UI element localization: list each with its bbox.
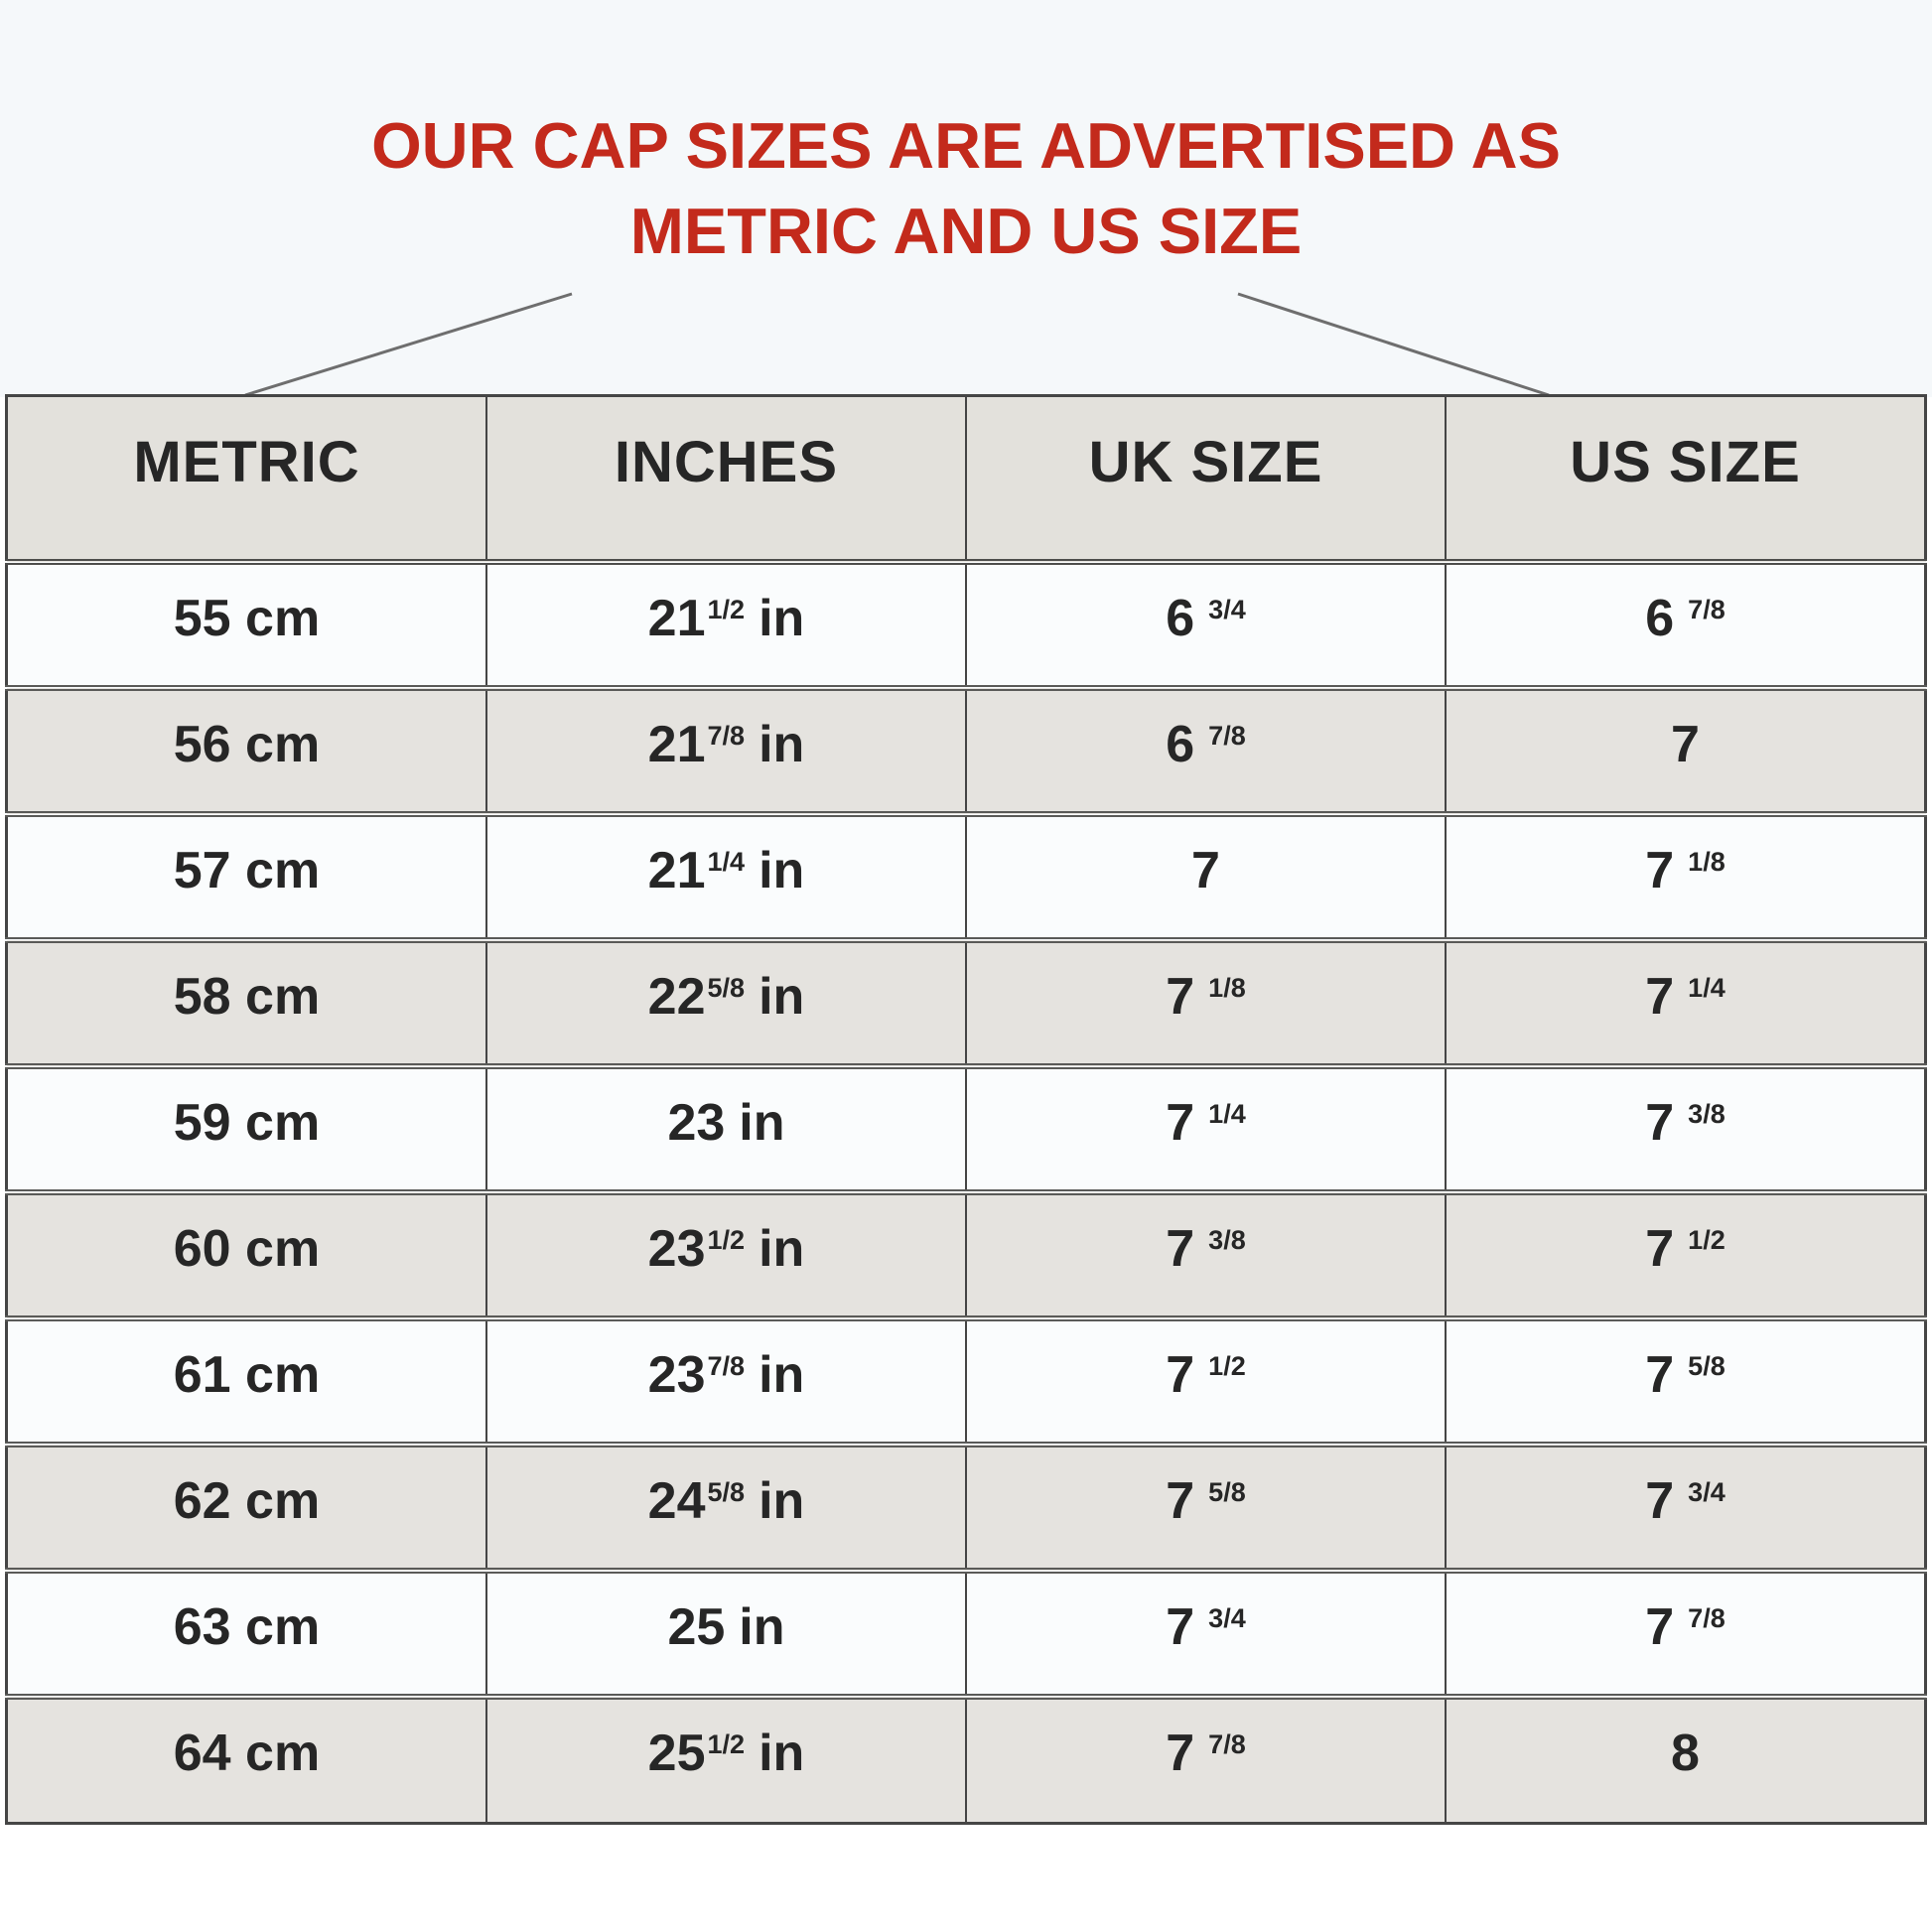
header-us-size: US SIZE xyxy=(1446,396,1926,563)
uk-size-base: 7 xyxy=(1166,968,1195,1026)
cell-us-size xyxy=(1446,1697,1926,1823)
us-size-base: 7 xyxy=(1645,1094,1675,1152)
cell-uk-size xyxy=(966,688,1446,814)
inches-base: 25 xyxy=(647,1725,706,1782)
cell-us-size xyxy=(1446,814,1926,940)
cell-inches xyxy=(486,1192,966,1318)
cell-uk-size xyxy=(966,1066,1446,1192)
uk-size-base: 7 xyxy=(1166,1094,1195,1152)
cell-uk-size xyxy=(966,1571,1446,1697)
table-row xyxy=(7,1066,1926,1192)
cell-us-size xyxy=(1446,940,1926,1066)
metric-value: 55 cm xyxy=(173,590,321,647)
table-row xyxy=(7,1571,1926,1697)
inches-fraction: 1/4 xyxy=(707,847,746,878)
inches-base: 23 xyxy=(647,1346,706,1404)
metric-value: 58 cm xyxy=(173,968,321,1026)
inches-unit: in xyxy=(739,1094,785,1152)
cell-us-size xyxy=(1446,1192,1926,1318)
cell-uk-size xyxy=(966,1697,1446,1823)
us-size-fraction: 5/8 xyxy=(1688,1351,1725,1382)
uk-size-base: 7 xyxy=(1166,1220,1195,1278)
cell-metric xyxy=(7,814,486,940)
table-row xyxy=(7,1192,1926,1318)
uk-size-base: 7 xyxy=(1166,1472,1195,1530)
metric-value: 62 cm xyxy=(173,1472,321,1530)
inches-unit: in xyxy=(739,1598,785,1656)
inches-base: 21 xyxy=(647,842,706,899)
us-size-base: 7 xyxy=(1645,1220,1675,1278)
uk-size-base: 7 xyxy=(1191,842,1220,899)
header-metric: METRIC xyxy=(7,396,486,563)
uk-size-fraction: 7/8 xyxy=(1208,721,1246,752)
cell-inches xyxy=(486,814,966,940)
table-row xyxy=(7,814,1926,940)
cell-uk-size xyxy=(966,1192,1446,1318)
us-size-base: 7 xyxy=(1671,716,1700,773)
uk-size-base: 6 xyxy=(1166,716,1195,773)
uk-size-base: 7 xyxy=(1166,1346,1195,1404)
us-size-fraction: 7/8 xyxy=(1688,1603,1725,1634)
inches-unit: in xyxy=(759,1725,805,1782)
cell-inches xyxy=(486,688,966,814)
us-size-base: 7 xyxy=(1645,1472,1675,1530)
cell-uk-size xyxy=(966,1318,1446,1445)
table-header-row xyxy=(7,396,1926,563)
uk-size-base: 7 xyxy=(1166,1725,1195,1782)
inches-fraction: 7/8 xyxy=(707,1351,746,1382)
inches-fraction: 5/8 xyxy=(707,1477,746,1508)
inches-unit: in xyxy=(759,1472,805,1530)
us-size-fraction: 3/8 xyxy=(1688,1099,1725,1130)
cell-uk-size xyxy=(966,814,1446,940)
cell-metric xyxy=(7,1192,486,1318)
cell-uk-size xyxy=(966,562,1446,688)
metric-value: 64 cm xyxy=(173,1725,321,1782)
cell-us-size xyxy=(1446,1445,1926,1571)
inches-base: 23 xyxy=(647,1220,706,1278)
cell-us-size xyxy=(1446,1318,1926,1445)
cell-metric xyxy=(7,1318,486,1445)
table-body xyxy=(7,562,1926,1823)
metric-value: 56 cm xyxy=(173,716,321,773)
uk-size-base: 7 xyxy=(1166,1598,1195,1656)
us-size-fraction: 1/2 xyxy=(1688,1225,1725,1256)
uk-size-fraction: 7/8 xyxy=(1208,1729,1246,1760)
us-size-fraction: 1/8 xyxy=(1688,847,1725,878)
us-size-base: 7 xyxy=(1645,842,1675,899)
header-uk-size: UK SIZE xyxy=(966,396,1446,563)
us-size-base: 7 xyxy=(1645,1346,1675,1404)
inches-unit: in xyxy=(759,1346,805,1404)
cell-metric xyxy=(7,562,486,688)
metric-value: 60 cm xyxy=(173,1220,321,1278)
cell-uk-size xyxy=(966,940,1446,1066)
cell-us-size xyxy=(1446,562,1926,688)
uk-size-base: 6 xyxy=(1166,590,1195,647)
us-size-fraction: 7/8 xyxy=(1688,595,1725,625)
cell-inches xyxy=(486,1445,966,1571)
inches-fraction: 1/2 xyxy=(707,1225,746,1256)
cell-uk-size xyxy=(966,1445,1446,1571)
uk-size-fraction: 3/8 xyxy=(1208,1225,1246,1256)
cell-metric xyxy=(7,940,486,1066)
cell-inches xyxy=(486,1571,966,1697)
inches-base: 22 xyxy=(647,968,706,1026)
cap-size-table xyxy=(5,394,1927,1825)
cell-us-size xyxy=(1446,1571,1926,1697)
table-row xyxy=(7,688,1926,814)
metric-value: 59 cm xyxy=(173,1094,321,1152)
inches-base: 21 xyxy=(647,590,706,647)
cell-us-size xyxy=(1446,688,1926,814)
cell-metric xyxy=(7,1697,486,1823)
header-inches: INCHES xyxy=(486,396,966,563)
uk-size-fraction: 1/2 xyxy=(1208,1351,1246,1382)
metric-value: 63 cm xyxy=(173,1598,321,1656)
inches-fraction: 7/8 xyxy=(707,721,746,752)
cell-inches xyxy=(486,1697,966,1823)
inches-fraction: 1/2 xyxy=(707,1729,746,1760)
cell-inches xyxy=(486,562,966,688)
uk-size-fraction: 5/8 xyxy=(1208,1477,1246,1508)
page-title-line1: OUR CAP SIZES ARE ADVERTISED AS xyxy=(371,109,1561,182)
uk-size-fraction: 3/4 xyxy=(1208,1603,1246,1634)
us-size-base: 7 xyxy=(1645,968,1675,1026)
inches-base: 25 xyxy=(667,1598,726,1656)
uk-size-fraction: 3/4 xyxy=(1208,595,1246,625)
us-size-fraction: 3/4 xyxy=(1688,1477,1725,1508)
inches-unit: in xyxy=(759,590,805,647)
cell-inches xyxy=(486,1318,966,1445)
cell-metric xyxy=(7,1066,486,1192)
inches-base: 23 xyxy=(667,1094,726,1152)
table-row xyxy=(7,1697,1926,1823)
us-size-base: 7 xyxy=(1645,1598,1675,1656)
page-title xyxy=(0,103,1932,275)
uk-size-fraction: 1/4 xyxy=(1208,1099,1246,1130)
cell-inches xyxy=(486,1066,966,1192)
us-size-base: 6 xyxy=(1645,590,1675,647)
metric-value: 57 cm xyxy=(173,842,321,899)
metric-value: 61 cm xyxy=(173,1346,321,1404)
table-row xyxy=(7,940,1926,1066)
us-size-fraction: 1/4 xyxy=(1688,973,1725,1004)
cell-metric xyxy=(7,688,486,814)
cell-metric xyxy=(7,1571,486,1697)
uk-size-fraction: 1/8 xyxy=(1208,973,1246,1004)
table-row xyxy=(7,1445,1926,1571)
inches-unit: in xyxy=(759,716,805,773)
inches-fraction: 5/8 xyxy=(707,973,746,1004)
inches-unit: in xyxy=(759,1220,805,1278)
inches-unit: in xyxy=(759,842,805,899)
inches-fraction: 1/2 xyxy=(707,595,746,625)
cell-us-size xyxy=(1446,1066,1926,1192)
inches-base: 21 xyxy=(647,716,706,773)
us-size-base: 8 xyxy=(1671,1725,1700,1782)
inches-base: 24 xyxy=(647,1472,706,1530)
cell-inches xyxy=(486,940,966,1066)
table-row xyxy=(7,1318,1926,1445)
table-row xyxy=(7,562,1926,688)
inches-unit: in xyxy=(759,968,805,1026)
table-head xyxy=(7,396,1926,563)
page-title-line2: METRIC AND US SIZE xyxy=(629,195,1303,268)
cell-metric xyxy=(7,1445,486,1571)
